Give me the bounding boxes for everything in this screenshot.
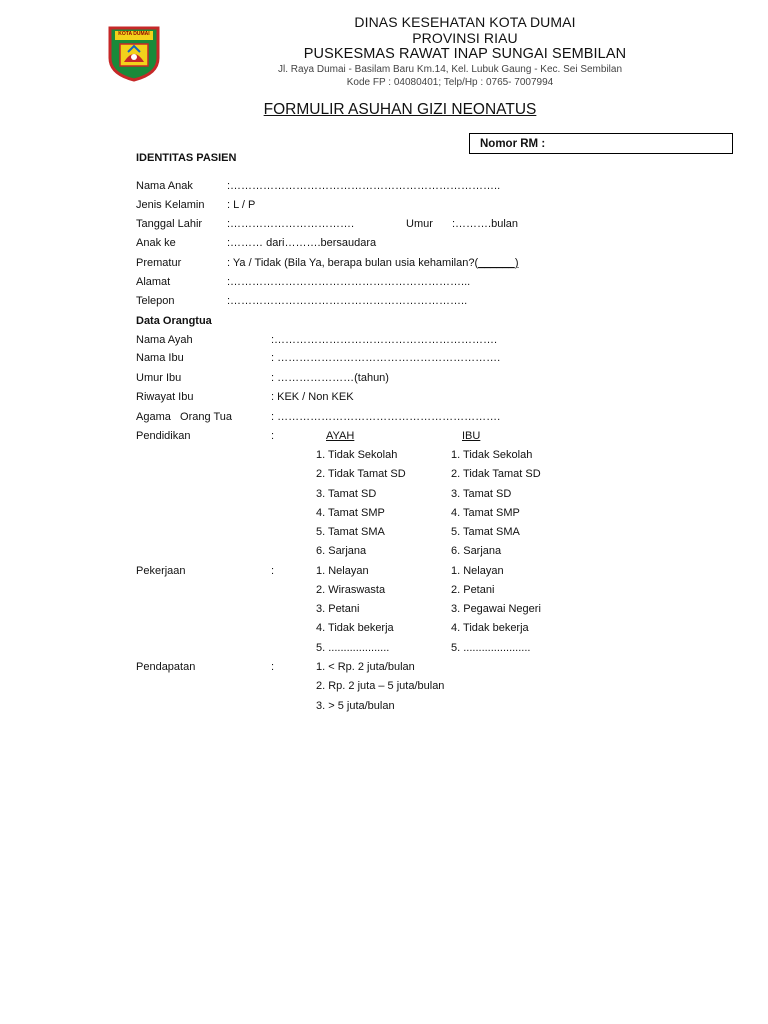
label-telepon: Telepon bbox=[136, 295, 175, 307]
label-jenis-kelamin: Jenis Kelamin bbox=[136, 199, 205, 211]
field-umur[interactable]: :……….bulan bbox=[452, 218, 519, 230]
pendidikan-ibu-option[interactable]: 3. Tamat SD bbox=[451, 488, 512, 500]
field-nama-ibu[interactable]: : ……………………………………………………. bbox=[271, 352, 501, 364]
identitas-heading: IDENTITAS PASIEN bbox=[136, 152, 237, 164]
header-puskesmas: PUSKESMAS RAWAT INAP SUNGAI SEMBILAN bbox=[303, 46, 627, 62]
pekerjaan-ibu-option[interactable]: 3. Pegawai Negeri bbox=[451, 603, 541, 615]
label-nama-ayah: Nama Ayah bbox=[136, 334, 193, 346]
label-pekerjaan: Pekerjaan bbox=[136, 565, 186, 577]
header-province: PROVINSI RIAU bbox=[412, 30, 518, 46]
pendidikan-ibu-option[interactable]: 2. Tidak Tamat SD bbox=[451, 468, 541, 480]
pekerjaan-ibu-option[interactable]: 5. ...................... bbox=[451, 642, 531, 654]
pendidikan-ayah-option[interactable]: 3. Tamat SD bbox=[316, 488, 377, 500]
label-umur: Umur bbox=[406, 218, 433, 230]
pendidikan-ibu-option[interactable]: 5. Tamat SMA bbox=[451, 526, 520, 538]
label-anak-ke: Anak ke bbox=[136, 237, 176, 249]
field-anak-ke[interactable]: :……… dari……….bersaudara bbox=[227, 237, 377, 249]
pendapatan-colon: : bbox=[271, 661, 275, 673]
pekerjaan-ibu-option[interactable]: 1. Nelayan bbox=[451, 565, 504, 577]
field-riwayat-ibu[interactable]: : KEK / Non KEK bbox=[271, 391, 354, 403]
pendidikan-ibu-option[interactable]: 6. Sarjana bbox=[451, 545, 502, 557]
field-nama-ayah[interactable]: :……………………………………………………. bbox=[271, 334, 498, 346]
orangtua-heading: Data Orangtua bbox=[136, 315, 212, 327]
header-address: Jl. Raya Dumai - Basilam Baru Km.14, Kel. Lubuk Gaung - Kec. Sei Sembilan bbox=[277, 64, 623, 75]
field-jenis-kelamin[interactable]: : L / P bbox=[227, 199, 256, 211]
prematur-text: : Ya / Tidak (Bila Ya, berapa bulan usia kehamilan?( bbox=[227, 257, 479, 269]
field-agama[interactable]: : ……………………………………………………. bbox=[271, 411, 501, 423]
field-nama-anak[interactable]: :……………………………………………………………….. bbox=[227, 180, 501, 192]
prematur-blank: ______) bbox=[478, 257, 519, 269]
pekerjaan-colon: : bbox=[271, 565, 275, 577]
field-telepon[interactable]: :……………………………………………………….. bbox=[227, 295, 468, 307]
nomor-rm-label: Nomor RM : bbox=[480, 138, 546, 150]
ayah-header: AYAH bbox=[326, 430, 355, 442]
label-nama-anak: Nama Anak bbox=[136, 180, 193, 192]
field-prematur[interactable] bbox=[227, 257, 519, 269]
label-umur-ibu: Umur Ibu bbox=[136, 372, 182, 384]
label-prematur: Prematur bbox=[136, 257, 182, 269]
field-tanggal-lahir[interactable]: :……………………………. bbox=[227, 218, 355, 230]
pendidikan-ayah-option[interactable]: 2. Tidak Tamat SD bbox=[316, 468, 406, 480]
label-tanggal-lahir: Tanggal Lahir bbox=[136, 218, 203, 230]
logo-text: KOTA DUMAI bbox=[118, 31, 150, 37]
pendapatan-option[interactable]: 2. Rp. 2 juta – 5 juta/bulan bbox=[316, 680, 445, 692]
pekerjaan-ayah-option[interactable]: 2. Wiraswasta bbox=[316, 584, 386, 596]
field-umur-ibu[interactable]: : …………………(tahun) bbox=[271, 372, 389, 384]
pendidikan-ayah-option[interactable]: 1. Tidak Sekolah bbox=[316, 449, 398, 461]
label-nama-ibu: Nama Ibu bbox=[136, 352, 184, 364]
pekerjaan-ayah-option[interactable]: 5. .................... bbox=[316, 642, 390, 654]
pendapatan-option[interactable]: 1. < Rp. 2 juta/bulan bbox=[316, 661, 415, 673]
pendidikan-ibu-option[interactable]: 4. Tamat SMP bbox=[451, 507, 520, 519]
label-pendidikan: Pendidikan bbox=[136, 430, 191, 442]
header-agency: DINAS KESEHATAN KOTA DUMAI bbox=[354, 14, 576, 30]
header-contact: Kode FP : 04080401; Telp/Hp : 0765- 7007994 bbox=[346, 77, 554, 88]
pendidikan-ayah-option[interactable]: 5. Tamat SMA bbox=[316, 526, 385, 538]
ibu-header: IBU bbox=[462, 430, 481, 442]
kota-dumai-logo bbox=[106, 24, 162, 82]
pekerjaan-ibu-option[interactable]: 2. Petani bbox=[451, 584, 495, 596]
pekerjaan-ayah-option[interactable]: 4. Tidak bekerja bbox=[316, 622, 394, 634]
pendidikan-ayah-option[interactable]: 4. Tamat SMP bbox=[316, 507, 385, 519]
pendidikan-colon: : bbox=[271, 430, 275, 442]
pendidikan-ayah-option[interactable]: 6. Sarjana bbox=[316, 545, 367, 557]
label-pendapatan: Pendapatan bbox=[136, 661, 196, 673]
label-riwayat-ibu: Riwayat Ibu bbox=[136, 391, 194, 403]
pendapatan-option[interactable]: 3. > 5 juta/bulan bbox=[316, 700, 395, 712]
label-alamat: Alamat bbox=[136, 276, 171, 288]
pendidikan-ibu-option[interactable]: 1. Tidak Sekolah bbox=[451, 449, 533, 461]
pekerjaan-ibu-option[interactable]: 4. Tidak bekerja bbox=[451, 622, 529, 634]
label-agama: Agama Orang Tua bbox=[136, 411, 232, 423]
pekerjaan-ayah-option[interactable]: 3. Petani bbox=[316, 603, 360, 615]
pekerjaan-ayah-option[interactable]: 1. Nelayan bbox=[316, 565, 369, 577]
field-alamat[interactable]: :………………………………………………………... bbox=[227, 276, 471, 288]
form-title: FORMULIR ASUHAN GIZI NEONATUS bbox=[263, 101, 537, 118]
